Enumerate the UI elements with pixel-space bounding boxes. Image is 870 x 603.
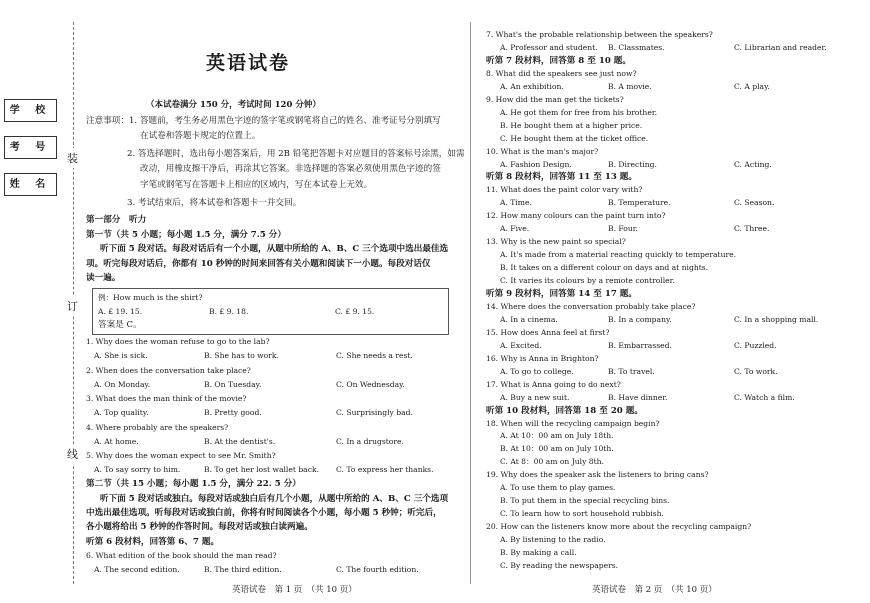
note-line: 改动，用橡皮擦干净后，再涂其它答案。非选择题的答案必须使用黑色字迹的签 [140,164,441,174]
option: B. In a company. [608,314,672,324]
option: C. To express her thanks. [336,465,434,474]
option: B. Pretty good. [204,408,262,417]
option: B. By making a call. [500,548,577,557]
option: B. At 10：00 am on July 10th. [500,444,614,454]
option: B. She has to work. [204,351,279,360]
option: A. On Monday. [94,380,151,389]
binding-char: 线 [67,444,78,464]
option: C. By reading the newspapers. [500,560,619,570]
dialog-heading: 听第 9 段材料，回答第 14 至 17 题。 [486,289,637,299]
question: 11. What does the paint color vary with? [486,185,643,195]
exam-title: 英语试卷 [206,52,291,74]
instruction: 中选出最佳选项。听每段对话或独白前，你将有时间阅读各个小题，每小题 5 秒钟；听完后， [86,508,442,518]
note-line: 字笔或钢笔写在答题卡上相应的区域内，写在本试卷上无效。 [140,180,373,190]
option: C. Season. [734,198,775,208]
note-line: 3. 考试结束后，将本试卷和答题卡一并交回。 [127,198,302,208]
question: 6. What edition of the book should the man read? [86,551,277,560]
option: B. At the dentist's. [204,437,276,446]
dialog-heading: 听第 6 段材料，回答第 6、7 题。 [86,537,220,547]
option: B. A movie. [608,81,652,91]
question: 8. What did the speakers see just now? [486,68,637,78]
option: C. The fourth edition. [336,565,419,574]
question: 17. What is Anna going to do next? [486,379,621,389]
option: C. He bought them at the ticket office. [500,133,649,143]
part-title: 第一部分 听力 [86,215,147,225]
question: 7. What's the probable relationship between the speakers? [486,30,713,39]
option: C. Puzzled. [734,340,777,350]
option: A. By listening to the radio. [500,535,606,545]
option: A. In a cinema. [500,314,558,324]
option: C. She needs a rest. [336,351,413,360]
option: C. In a shopping mall. [734,314,819,324]
option: A. At 10：00 am on July 18th. [500,431,614,441]
question: 19. Why does the speaker ask the listeners to bring cans? [486,470,709,480]
question: 14. Where does the conversation probably take place? [486,301,696,311]
option: B. To put them in the special recycling bins. [500,496,670,506]
option: A. Buy a new suit. [500,392,570,402]
option: A. She is sick. [94,351,148,360]
question: 9. How did the man get the tickets? [486,94,624,104]
question: 2. When does the conversation take place? [86,366,251,375]
option: A. Time. [500,198,532,208]
option: B. The third edition. [204,565,282,574]
option: A. At home. [94,437,139,446]
instruction: 读一遍。 [86,273,121,283]
option: C. Surprisingly bad. [336,408,413,417]
option: C. On Wednesday. [336,380,405,389]
binding-char: 装 [67,148,78,168]
option: A. The second edition. [94,565,180,574]
option: C. Three. [734,224,770,234]
option: C. It varies its colours by a remote controller. [500,276,675,286]
question: 12. How many colours can the paint turn into? [486,211,666,221]
question: 18. When will the recycling campaign begin? [486,418,660,428]
binding-char: 订 [67,296,78,316]
option: C. A play. [734,81,770,91]
question: 20. How can the listeners know more about the recycling campaign? [486,522,752,532]
question: 13. Why is the new paint so special? [486,237,626,247]
note-line: 2. 答选择题时，选出每小题答案后，用 2B 铅笔把答题卡对应题目的答案标号涂黑，如需 [127,149,465,159]
option: B. Directing. [608,159,657,169]
option: A. To say sorry to him. [94,465,181,474]
example-question: 例：How much is the shirt? [98,293,203,302]
option: A. Top quality. [94,408,149,417]
option: A. Professor and student. [500,42,598,52]
question: 1. Why does the woman refuse to go to the lab? [86,337,270,346]
option: A. It's made from a material reacting quickly to temperature. [500,250,737,260]
option: B. Classmates. [608,42,665,52]
question: 4. Where probably are the speakers? [86,423,229,432]
question: 10. What is the man's major? [486,146,599,156]
option: C. In a drugstore. [336,437,404,446]
example-box [92,288,449,335]
exam-number-field: 考 号 [4,136,57,159]
option: A. Five. [500,224,530,234]
option: A. Excited. [500,340,542,350]
option: B. To get her lost wallet back. [204,465,319,474]
page-footer: 英语试卷 第 1 页 （共 10 页） [232,585,357,595]
question: 5. Why does the woman expect to see Mr. Smith? [86,451,276,460]
option: B. He bought them at a higher price. [500,120,643,130]
option: C. Acting. [734,159,772,169]
option: B. Have dinner. [608,392,668,402]
option: B. To travel. [608,366,655,376]
dialog-heading: 听第 7 段材料，回答第 8 至 10 题。 [486,55,631,66]
option: C. To work. [734,366,778,376]
dialog-heading: 听第 10 段材料，回答第 18 至 20 题。 [486,405,643,416]
option: B. Embarrassed. [608,340,672,350]
example-option: C. £ 9. 15. [335,307,375,316]
exam-info: （本试卷满分 150 分，考试时间 120 分钟） [146,100,321,110]
example-answer: 答案是 C。 [98,320,142,330]
column-divider [470,22,471,584]
option: C. Librarian and reader. [734,42,827,52]
instruction: 各小题将给出 5 秒钟的作答时间。每段对话或独白读两遍。 [86,522,313,532]
option: A. Fashion Design. [500,159,572,169]
note-line: 在试卷和答题卡规定的位置上。 [140,131,261,141]
question: 16. Why is Anna in Brighton? [486,353,599,363]
page-footer: 英语试卷 第 2 页 （共 10 页） [592,585,717,595]
section-title: 第一节（共 5 小题；每小题 1.5 分，满分 7.5 分） [86,230,286,240]
option: A. He got them for free from his brother. [500,107,658,117]
option: B. It takes on a different colour on days and at nights. [500,263,709,273]
instruction: 听下面 5 段对话。每段对话后有一个小题，从题中所给的 A、B、C 三个选项中选出最佳选 [100,244,449,254]
question: 15. How does Anna feel at first? [486,327,610,337]
option: B. Temperature. [608,198,671,208]
example-option: B. £ 9. 18. [209,307,249,316]
school-field: 学 校 [4,99,57,122]
option: C. At 8：00 am on July 8th. [500,457,604,467]
example-option: A. £ 19. 15. [98,307,143,316]
option: B. On Tuesday. [204,380,262,389]
option: C. Watch a film. [734,392,795,402]
option: A. To go to college. [500,366,574,376]
note-line: 注意事项：1. 答题前，考生务必用黑色字迹的签字笔或钢笔将自己的姓名、准考证号分别填写 [86,116,441,126]
instruction: 项。听完每段对话后，你都有 10 秒钟的时间来回答有关小题和阅读下一小题。每段对话仅 [86,259,431,269]
dialog-heading: 听第 8 段材料，回答第 11 至 13 题。 [486,172,637,183]
question: 3. What does the man think of the movie? [86,394,247,403]
option: B. Four. [608,224,638,234]
option: A. To use them to play games. [500,483,616,493]
name-field: 姓 名 [4,173,57,196]
option: A. An exhibition. [500,81,564,91]
option: C. To learn how to sort household rubbish. [500,509,664,519]
instruction: 听下面 5 段对话或独白。每段对话或独白后有几个小题，从题中所给的 A、B、C 三个选项 [100,494,449,504]
section-title: 第二节（共 15 小题；每小题 1.5 分，满分 22. 5 分） [86,479,301,489]
